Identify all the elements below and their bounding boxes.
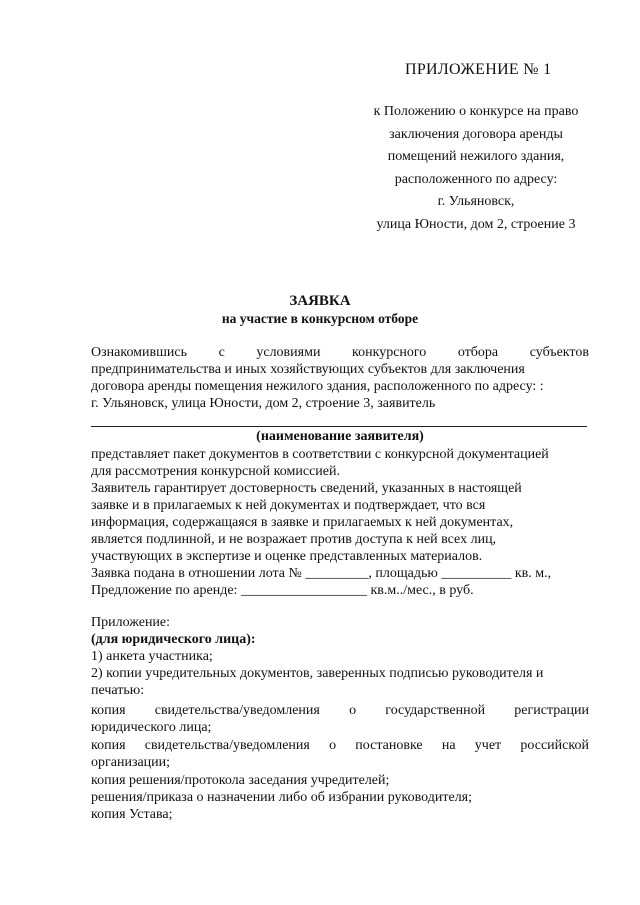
attachment-item: печатью:	[91, 683, 145, 698]
reference-block	[345, 101, 607, 236]
body-line: г. Ульяновск, улица Юности, дом 2, строение 3, заявитель	[91, 396, 436, 411]
document-title: ЗАЯВКА	[289, 293, 351, 309]
reference-line: г. Ульяновск,	[437, 194, 515, 209]
body-line: представляет пакет документов в соответствии с конкурсной документацией	[91, 447, 549, 462]
word: свидетельства/уведомления	[154, 703, 320, 718]
body-line: участвующих в экспертизе и оценке представленных материалов.	[91, 549, 483, 564]
word: государственной	[385, 703, 486, 718]
paragraph-first-line	[91, 344, 589, 361]
word: отбора	[457, 345, 499, 360]
document-subtitle: на участие в конкурсном отборе	[221, 311, 419, 326]
attachment-item: копия решения/протокола заседания учредителей;	[91, 773, 390, 788]
word: постановке	[355, 738, 423, 753]
applicant-name-line	[91, 426, 587, 427]
attachment-item: организации;	[91, 755, 171, 770]
word: копия	[91, 738, 126, 753]
word: регистрации	[514, 703, 589, 718]
attachment-item: 1) анкета участника;	[91, 649, 213, 664]
rent-offer-line: Предложение по аренде: __________________ кв.м../мес., в руб.	[91, 583, 474, 598]
attachments-heading: Приложение:	[91, 615, 171, 630]
word: конкурсного	[352, 345, 427, 360]
body-line: договора аренды помещения нежилого здания, расположенного по адресу: :	[91, 379, 544, 394]
applicant-caption: (наименование заявителя)	[256, 429, 424, 444]
reference-line: улица Юности, дом 2, строение 3	[376, 216, 576, 232]
word: копия	[91, 703, 126, 718]
reference-line: к Положению о конкурсе на право	[373, 104, 579, 119]
appendix-title: ПРИЛОЖЕНИЕ № 1	[405, 61, 552, 78]
body-line: для рассмотрения конкурсной комиссией.	[91, 464, 340, 479]
word: о	[329, 738, 337, 753]
body-line: информация, содержащаяся в заявке и прилагаемых к ней документах,	[91, 515, 514, 530]
attachment-item: 2) копии учредительных документов, заверенных подписью руководителя и	[91, 666, 544, 681]
word: условиями	[256, 345, 321, 360]
body-line: Заявитель гарантирует достоверность сведений, указанных в настоящей	[91, 481, 522, 496]
body-line: предпринимательства и иных хозяйствующих субъектов для заключения	[91, 362, 525, 377]
word: на	[441, 738, 456, 753]
word: российской	[520, 738, 589, 753]
word: Ознакомившись	[91, 345, 188, 360]
word: с	[218, 345, 225, 360]
attachment-item: решения/приказа о назначении либо об избрании руководителя;	[91, 790, 473, 805]
reference-line: расположенного по адресу:	[394, 171, 558, 187]
reference-line: помещений нежилого здания,	[387, 149, 565, 164]
attachment-item: копия Устава;	[91, 807, 173, 822]
lot-line: Заявка подана в отношении лота № _________, площадью __________ кв. м.,	[91, 566, 552, 581]
body-line: заявке и в прилагаемых к ней документах и подтверждает, что вся	[91, 498, 486, 513]
word: свидетельства/уведомления	[144, 738, 310, 753]
attachment-item: юридического лица;	[91, 720, 212, 735]
body-line: является подлинной, и не возражает против доступа к ней всех лиц,	[91, 532, 497, 547]
registration-line	[91, 702, 589, 719]
tax-registration-line	[91, 737, 589, 754]
reference-line: заключения договора аренды	[389, 126, 563, 142]
word: учет	[474, 738, 502, 753]
legal-entity-heading: (для юридического лица):	[91, 632, 256, 647]
word: субъектов	[529, 345, 589, 360]
word: о	[349, 703, 357, 718]
